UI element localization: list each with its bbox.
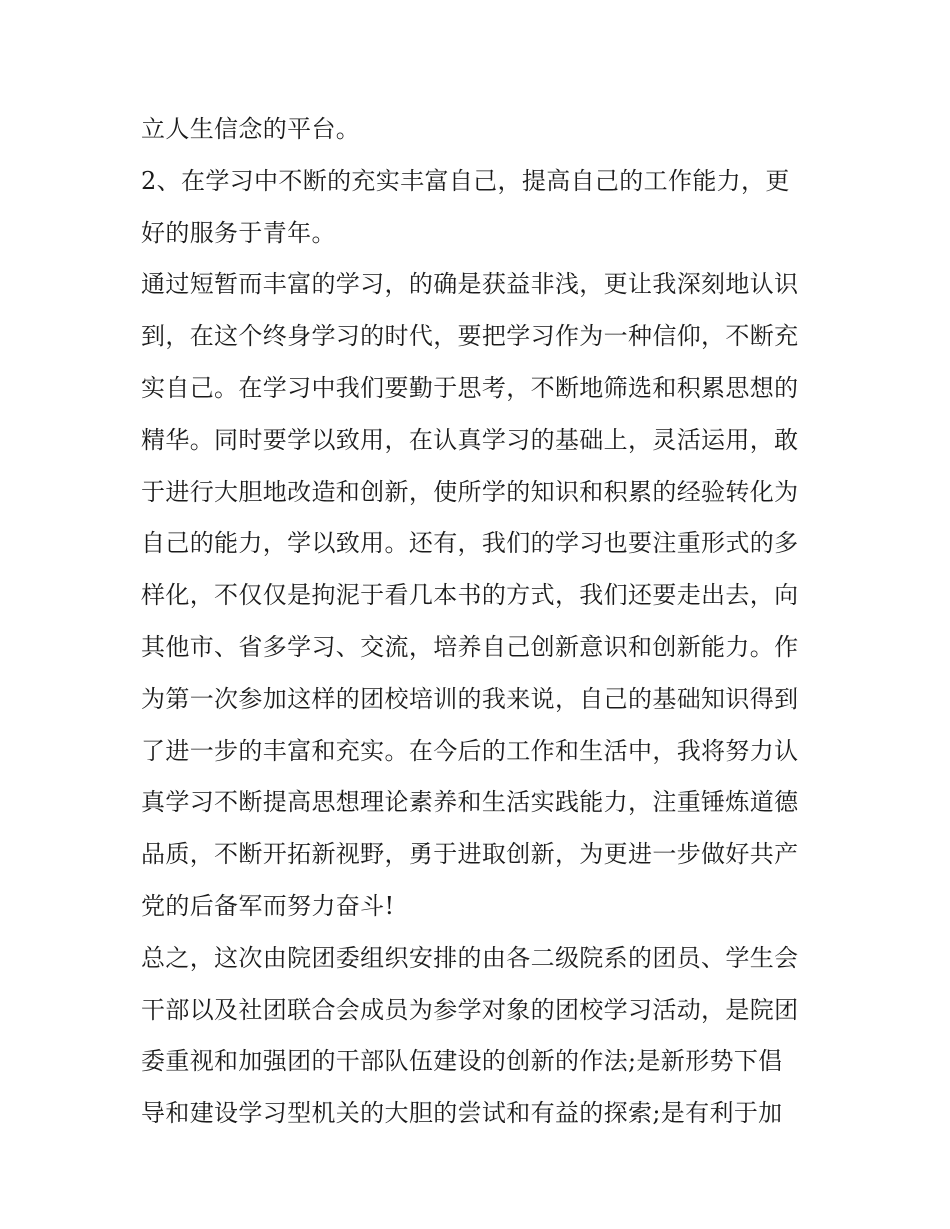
text-line: 委重视和加强团的干部队伍建设的创新的作法;是新形势下倡: [141, 1047, 783, 1076]
text-line: 立人生信念的平台。: [141, 115, 361, 143]
text-line: 通过短暂而丰富的学习，的确是获益非浅，更让我深刻地认识: [141, 270, 799, 299]
text-line: 自己的能力，学以致用。还有，我们的学习也要注重形式的多: [141, 529, 799, 558]
body-text: [141, 104, 821, 1140]
text-line: 总之，这次由院团委组织安排的由各二级院系的团员、学生会: [141, 943, 799, 972]
text-line: 于进行大胆地改造和创新，使所学的知识和积累的经验转化为: [141, 477, 799, 506]
text-line: 品质，不断开拓新视野，勇于进取创新，为更进一步做好共产: [141, 840, 799, 869]
text-line: 干部以及社团联合会成员为参学对象的团校学习活动，是院团: [141, 995, 799, 1024]
text-line: 其他市、省多学习、交流，培养自己创新意识和创新能力。作: [141, 632, 799, 661]
text-line: 好的服务于青年。: [141, 218, 336, 247]
text-line: 精华。同时要学以致用，在认真学习的基础上，灵活运用，敢: [141, 425, 799, 454]
text-line: 真学习不断提高思想理论素养和生活实践能力，注重锤炼道德: [141, 788, 799, 817]
text-line: 为第一次参加这样的团校培训的我来说，自己的基础知识得到: [141, 684, 799, 713]
text-line: 2、在学习中不断的充实丰富自己，提高自己的工作能力，更: [141, 166, 790, 195]
text-line: 到，在这个终身学习的时代，要把学习作为一种信仰，不断充: [141, 322, 799, 351]
text-line: 实自己。在学习中我们要勤于思考，不断地筛选和积累思想的: [141, 373, 799, 402]
text-line: 样化，不仅仅是拘泥于看几本书的方式，我们还要走出去，向: [141, 581, 799, 610]
text-line: 党的后备军而努力奋斗!: [141, 891, 395, 920]
text-line: 导和建设学习型机关的大胆的尝试和有益的探索;是有利于加: [141, 1099, 783, 1128]
text-line: 了进一步的丰富和充实。在今后的工作和生活中，我将努力认: [141, 736, 799, 765]
